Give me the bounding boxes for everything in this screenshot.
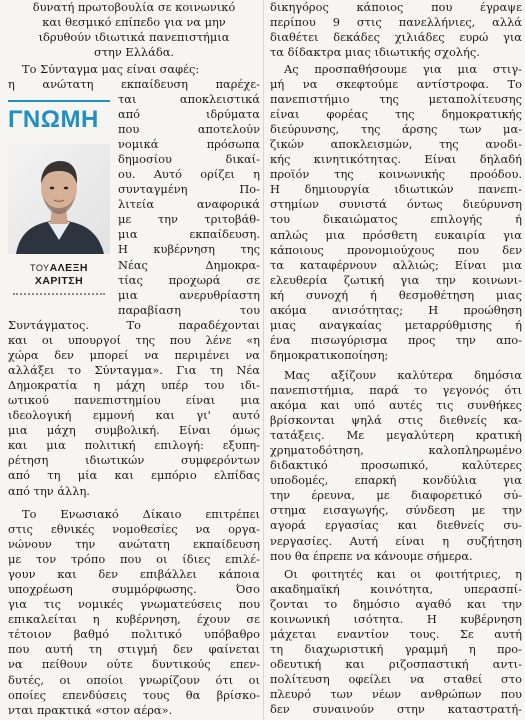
text-line: ακόμα ανισότητας; Η προώθηση	[270, 302, 522, 317]
text-line: οποίες επενδύσεις τους θα βρίσκο-	[8, 687, 260, 702]
text-line: Νέας Δημοκρα-	[118, 257, 260, 272]
paragraph-intro-left	[8, 0, 260, 60]
paragraph-students	[270, 567, 522, 717]
text-line: στημα εισαγωγής, σύνδεση με την	[270, 503, 522, 518]
text-line: μια εκπαίδευση.	[118, 227, 260, 242]
text-line: νώνουν την ανώτατη εκπαίδευση	[8, 537, 260, 552]
text-line: στημίων συνιστά όντως διεύρυνση	[270, 197, 522, 212]
text-line: συνταγμένη Πο-	[118, 182, 260, 197]
text-line: περίπου 9 στις πανελλήνιες, αλλά	[270, 15, 522, 30]
text-line: μιας αναγκαίας μεταρρύθμισης ή	[270, 317, 522, 332]
text-line: δυτές, οι οποίοι γνωρίζουν ότι οι	[8, 672, 260, 687]
text-line: κάποιους προνομιούχους που δεν	[270, 242, 522, 257]
text-line: είναι φορέας της δημοκρατικής	[270, 107, 522, 122]
byline-prefix: ΤΟΥ	[30, 263, 50, 273]
text-line: απλώς μια πρόσθετη ευκαιρία για	[270, 227, 522, 242]
text-line: δικηγόρος κάποιος που έγραψε	[270, 0, 522, 14]
text-line: ακαδημαϊκή κοινότητα, υπερασπί-	[270, 582, 522, 597]
text-line: μια ανερυθρίαστη	[118, 287, 260, 302]
byline-dotted-rule	[13, 293, 105, 295]
author-photo	[8, 144, 110, 254]
text-line: τίας προχωρά σε	[118, 272, 260, 287]
text-line: μια μάχη συμβολική. Είναι όμως	[8, 423, 260, 438]
text-line: κή συνοχή ή θεσμοθέτηση μιας	[270, 287, 522, 302]
text-line: και μια πολιτική επιλογή: εξυπη-	[8, 438, 260, 453]
text-line: δεν συναινούν στην καταστρατή-	[270, 702, 522, 717]
text-line: Η κυβέρνηση της	[118, 242, 260, 257]
opinion-rubric: ΓΝΩΜΗ	[8, 100, 110, 134]
text-line: ιδρυθούν ιδιωτικά πανεπιστήμια	[38, 30, 230, 45]
text-line: αλλάξει το Σύνταγμα». Για τη Νέα	[8, 363, 260, 378]
text-line: αγορά εργασίας και διεθνείς συ-	[270, 518, 522, 533]
paragraph-better-universities	[270, 368, 522, 564]
text-line: γουν και δεν επιβάλλει κάποια	[8, 567, 260, 582]
text-line: μάχεται εναντίον τους. Σε αυτή	[270, 627, 522, 642]
text-line: δημοκρατικοποίηση;	[270, 347, 389, 362]
text-line: Η δημιουργία ιδιωτικών πανεπι-	[270, 182, 522, 197]
text-line: ακόμα και υπό αυτές τις συνθήκες	[270, 398, 522, 413]
author-last-name: ΧΑΡΙΤΣΗ	[34, 275, 84, 287]
text-line: στις εθνικές νομοθεσίες να οργα-	[8, 522, 260, 537]
text-line: την έρευνα, με διαφορετικό σύ-	[270, 488, 522, 503]
text-line: που θα έπρεπε να κάνουμε σήμερα.	[270, 548, 473, 563]
text-line: διεύρυνσης, της άρσης των μα-	[270, 122, 522, 137]
text-line: ζονται το δημόσιο αγαθό και την	[270, 597, 522, 612]
text-line: που αποτελούν	[118, 122, 260, 137]
text-line: ελευθερία ζωτική για την κοινωνι-	[270, 272, 522, 287]
paragraph-wrapped-beside-photo	[118, 92, 260, 318]
author-first-name: ΑΛΕΞΗ	[49, 262, 88, 274]
text-line: με τον τρόπο που οι ίδιες επιλέ-	[8, 552, 260, 567]
text-line: ται αποκλειστικά	[118, 92, 260, 106]
text-line: δημοσίου δικαί-	[118, 152, 260, 167]
text-line: παραβίαση του	[118, 302, 260, 317]
text-line: χώρα δεν μπορεί να περιμένει να	[8, 348, 260, 363]
text-line: Οι φοιτητές και οι φοιτήτριες, η	[284, 567, 522, 581]
paragraph-constitution-start	[8, 62, 260, 92]
text-line: κής κινητικότητας. Είναι δηλαδή	[270, 152, 522, 167]
opinion-sidebar	[8, 100, 110, 295]
text-line: και θεσμικό επίπεδο για να μην	[42, 15, 226, 30]
text-line: πανεπιστήμια, παρά το γεγονός ότι	[270, 383, 522, 398]
text-line: τη διαχωριστική γραμμή η προ-	[270, 642, 522, 657]
text-line: νεργασίες. Αυτή είναι η συζήτηση	[270, 533, 522, 548]
text-line: διδακτικό προσωπικό, καλύτερες	[270, 458, 522, 473]
author-portrait-image	[8, 144, 110, 254]
text-line: πολίτευση οφείλει να σταθεί στο	[270, 672, 522, 687]
text-line: που αυτή τη στιγμή δεν φαίνεται	[8, 642, 260, 657]
text-line: επικαλείται η κυβέρνηση, έχουν σε	[8, 612, 260, 627]
text-line: ου. Αυτό ορίζει η	[118, 167, 260, 182]
text-line: του δικαιώματος επιλογής ή	[270, 212, 522, 227]
text-line: τα δίδακτρα μιας ιδιωτικής σχολής.	[270, 45, 480, 60]
text-line: για τις νομικές γνωματεύσεις που	[8, 597, 260, 612]
text-line: οδευτική και ριζοσπαστική αντι-	[270, 657, 522, 672]
text-line: τέτοιον βαθμό πολιτικό υπόβαθρο	[8, 627, 260, 642]
text-line: νται πρακτικά «στον αέρα».	[8, 702, 173, 717]
text-line: Το Ενωσιακό Δίκαιο επιτρέπει	[22, 507, 260, 521]
text-line: και οι υπουργοί της που λένε «η	[8, 333, 260, 348]
text-line: βρίσκονται ψηλά στις διεθνείς κα-	[270, 413, 522, 428]
author-byline	[8, 262, 110, 295]
paragraph-eu-law	[8, 507, 260, 718]
text-line: ένα πισωγύρισμα προς την απο-	[270, 332, 522, 347]
text-line: με την τριτοβάθ-	[118, 212, 260, 227]
text-line: τα καταφέρνουν αλλιώς; Είναι μια	[270, 257, 522, 272]
text-line: να πείθουν ούτε δυντικούς επεν-	[8, 657, 260, 672]
text-line: Το Σύνταγμα μας είναι σαφές:	[22, 62, 200, 76]
text-line: δυνατή πρωτοβουλία σε κοινωνικό	[32, 0, 236, 14]
paragraph-think-reverse	[270, 62, 522, 363]
paragraph-intro-right	[270, 0, 522, 60]
text-line: υποδομές, επαρκή κονδύλια για	[270, 473, 522, 488]
paragraph-constitution-rest	[8, 318, 260, 499]
text-line: νομικά πρόσωπα	[118, 137, 260, 152]
text-line: διαθέτει δεκάδες χιλιάδες ευρώ για	[270, 30, 522, 45]
text-line: τατάξεις. Με μεγαλύτερη κρατική	[270, 428, 522, 443]
text-line: κοινωνική ισότητα. Η κυβέρνηση	[270, 612, 522, 627]
text-line: από ιδρύματα	[118, 107, 260, 122]
article-column-right	[270, 0, 522, 720]
text-line: πλευρό των νέων ανθρώπων που	[270, 687, 522, 702]
text-line: από την άλλη.	[8, 483, 90, 498]
text-line: πανεπιστήμιο της μεταπολίτευσης	[270, 92, 522, 107]
text-line: ωτικού πανεπιστημίου είναι μια	[8, 393, 260, 408]
text-line: υποχρέωση συμμόρφωσης. Όσο	[8, 582, 260, 597]
text-line: Δημοκρατία η μάχη υπέρ του ιδι-	[8, 378, 260, 393]
text-line: μή να σκεφτούμε αντίστροφα. Το	[270, 77, 522, 92]
article-column-left	[8, 0, 260, 720]
text-line: Συντάγματος. Το παραδέχονται	[8, 318, 260, 332]
text-line: ιδεολογική εμμονή και γι' αυτό	[8, 408, 260, 423]
text-line: χρηματοδότηση, καλοπληρωμένο	[270, 443, 522, 458]
text-line: στην Ελλάδα.	[93, 45, 175, 60]
text-line: από τη μία και εμπόριο ελπίδας	[8, 468, 260, 483]
text-line: Ας προσπαθήσουμε για μια στιγ-	[284, 62, 522, 76]
text-line: λιτεία αναφορικά	[118, 197, 260, 212]
text-line: Μας αξίζουν καλύτερα δημόσια	[284, 368, 522, 382]
text-line: ρέτηση ιδιωτικών συμφερόντων	[8, 453, 260, 468]
text-line: η ανώτατη εκπαίδευση παρέχε-	[8, 77, 260, 92]
text-line: ζικών αποκλεισμών, της ανοδι-	[270, 137, 522, 152]
text-line: προϊόν της κοινωνικής προόδου.	[270, 167, 522, 182]
column-divider	[263, 0, 264, 720]
